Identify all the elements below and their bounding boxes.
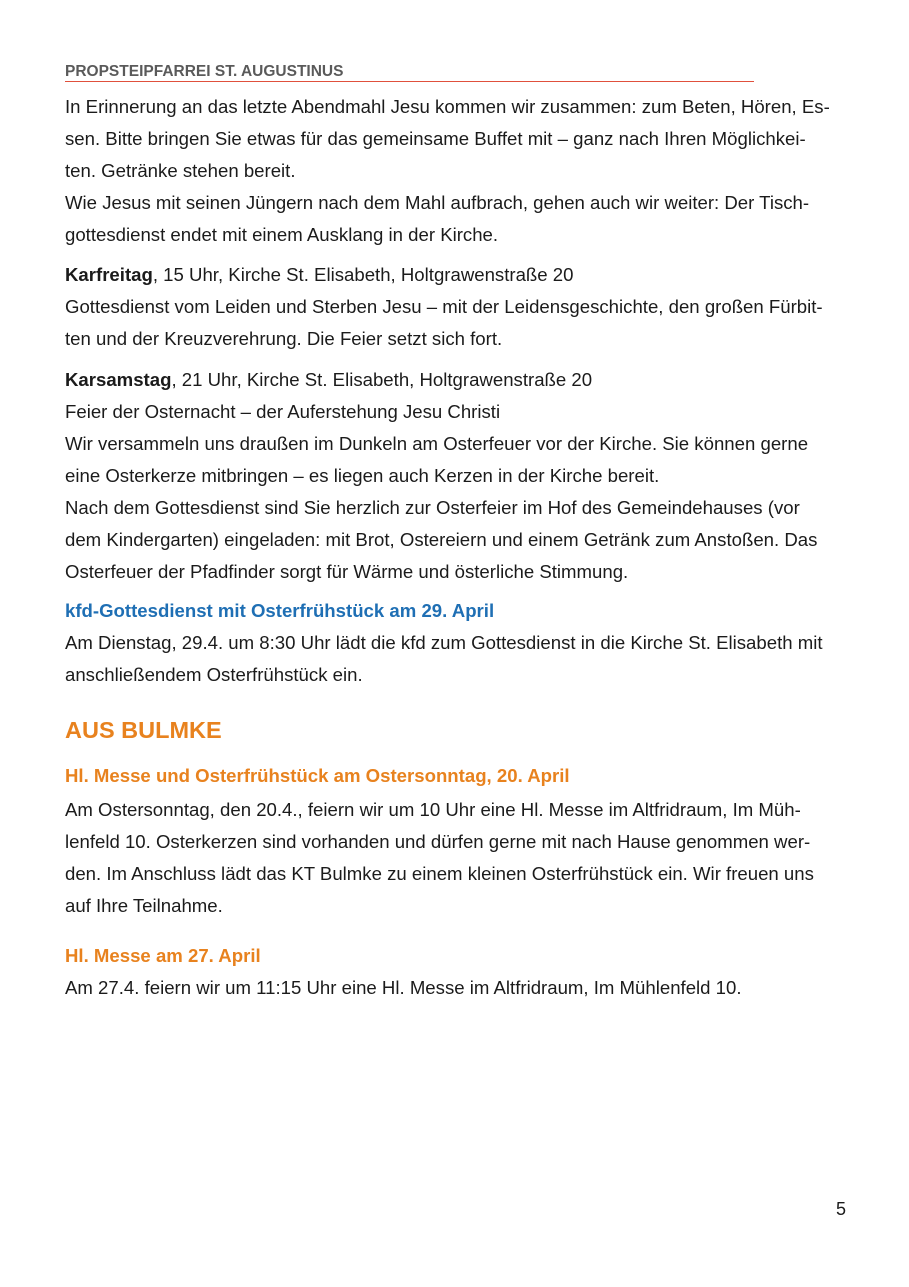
karsamstag-section: [65, 364, 855, 588]
paragraph-line: Feier der Osternacht – der Auferstehung Jesu Christi: [65, 401, 501, 422]
parish-name: PROPSTEIPFARREI ST. AUGUSTINUS: [65, 63, 344, 80]
messe27-heading-block: [65, 940, 855, 972]
paragraph-line: ten und der Kreuzverehrung. Die Feier setzt sich fort.: [65, 328, 503, 349]
paragraph-line: Am Ostersonntag, den 20.4., feiern wir um 10 Uhr eine Hl. Messe im Altfridraum, Im Müh-: [65, 799, 801, 820]
paragraph-line: lenfeld 10. Osterkerzen sind vorhanden und dürfen gerne mit nach Hause genommen wer-: [65, 831, 811, 852]
section-heading: Hl. Messe und Osterfrühstück am Ostersonntag, 20. April: [65, 765, 570, 786]
paragraph-line: Wir versammeln uns draußen im Dunkeln am Osterfeuer vor der Kirche. Sie können gerne: [65, 433, 809, 454]
paragraph-line: Am Dienstag, 29.4. um 8:30 Uhr lädt die kfd zum Gottesdienst in die Kirche St. Elisabeth mit: [65, 632, 823, 653]
paragraph-line: sen. Bitte bringen Sie etwas für das gemeinsame Buffet mit – ganz nach Ihren Möglichkei-: [65, 128, 806, 149]
karfreitag-section: [65, 259, 855, 355]
paragraph-line: Wie Jesus mit seinen Jüngern nach dem Mahl aufbrach, gehen auch wir weiter: Der Tisch-: [65, 192, 810, 213]
page-number: 5: [835, 1199, 846, 1219]
event-label: Karsamstag: [65, 369, 172, 390]
paragraph-line: Am 27.4. feiern wir um 11:15 Uhr eine Hl. Messe im Altfridraum, Im Mühlenfeld 10.: [65, 977, 742, 998]
paragraph-line: Gottesdienst vom Leiden und Sterben Jesu – mit der Leidensgeschichte, den großen Fürbit-: [65, 296, 823, 317]
bulmke-section-title: [65, 712, 855, 748]
intro-paragraph: [65, 91, 855, 251]
event-details: , 15 Uhr, Kirche St. Elisabeth, Holtgrawenstraße 20: [152, 264, 574, 285]
event-line: [65, 364, 855, 396]
section-title: AUS BULMKE: [65, 717, 222, 743]
paragraph-line: Nach dem Gottesdienst sind Sie herzlich zur Osterfeier im Hof des Gemeindehauses (vor: [65, 497, 800, 518]
section-heading: Hl. Messe am 27. April: [65, 945, 261, 966]
paragraph-line: auf Ihre Teilnahme.: [65, 895, 223, 916]
event-label: Karfreitag: [65, 264, 153, 285]
paragraph-line: den. Im Anschluss lädt das KT Bulmke zu einem kleinen Osterfrühstück ein. Wir freuen uns: [65, 863, 814, 884]
paragraph-line: anschließendem Osterfrühstück ein.: [65, 664, 363, 685]
ostersonntag-paragraph: [65, 794, 855, 922]
kfd-section: [65, 595, 855, 691]
messe27-paragraph: [65, 972, 855, 1004]
paragraph-line: gottesdienst endet mit einem Ausklang in der Kirche.: [65, 224, 499, 245]
paragraph-line: dem Kindergarten) eingeladen: mit Brot, Ostereiern und einem Getränk zum Anstoßen. Das: [65, 529, 818, 550]
ostersonntag-heading-block: [65, 760, 855, 792]
event-line: [65, 259, 855, 291]
paragraph-line: ten. Getränke stehen bereit.: [65, 160, 296, 181]
paragraph-line: Osterfeuer der Pfadfinder sorgt für Wärme und österliche Stimmung.: [65, 561, 629, 582]
section-heading: kfd-Gottesdienst mit Osterfrühstück am 29. April: [65, 600, 495, 621]
paragraph-line: In Erinnerung an das letzte Abendmahl Jesu kommen wir zusammen: zum Beten, Hören, Es-: [65, 96, 830, 117]
paragraph-line: eine Osterkerze mitbringen – es liegen auch Kerzen in der Kirche bereit.: [65, 465, 660, 486]
event-details: , 21 Uhr, Kirche St. Elisabeth, Holtgrawenstraße 20: [171, 369, 593, 390]
running-header: [65, 62, 754, 82]
